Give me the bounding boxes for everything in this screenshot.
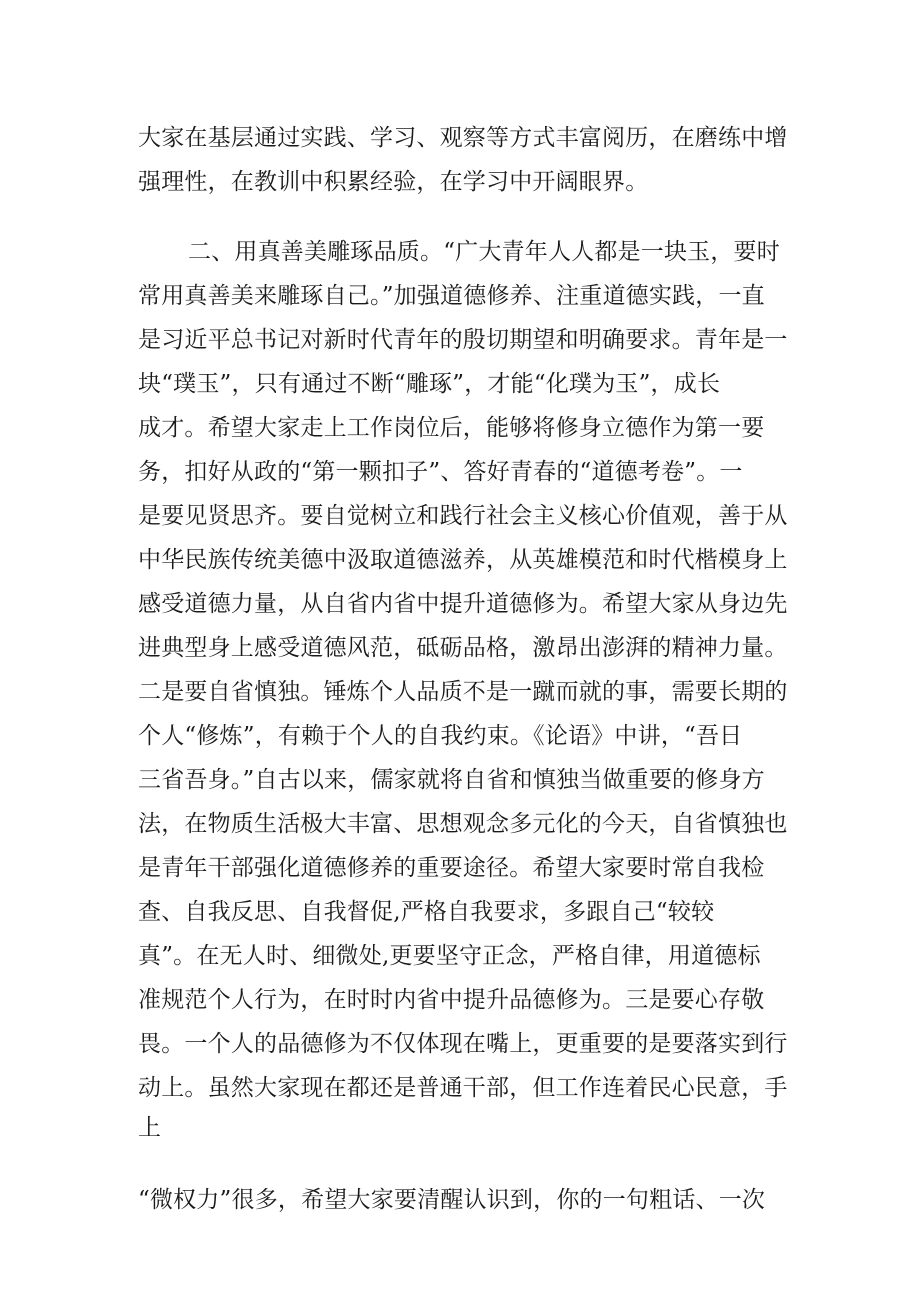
text-line-12: 进典型身上感受道德风范，砥砺品格，激昂出澎湃的精神力量。 xyxy=(138,635,788,661)
text-line-20: 准规范个人行为，在时时内省中提升品德修为。三是要心存敬 xyxy=(138,987,765,1013)
text-line-1: 大家在基层通过实践、学习、观察等方式丰富阅历，在磨练中增 xyxy=(138,125,788,151)
text-line-8: 务，扣好从政的“第一颗扣子”、答好青春的“道德考卷”。一 xyxy=(138,459,743,485)
text-line-17: 是青年干部强化道德修养的重要途径。希望大家要时常自我检 xyxy=(138,855,765,881)
text-line-7: 成才。希望大家走上工作岗位后，能够将修身立德作为第一要 xyxy=(138,415,765,441)
text-line-16: 法，在物质生活极大丰富、思想观念多元化的今天，自省慎独也 xyxy=(138,811,788,837)
text-line-21: 畏。一个人的品德修为不仅体现在嘴上，更重要的是要落实到行 xyxy=(138,1031,788,1057)
text-line-4: 常用真善美来雕琢自己。”加强道德修养、注重道德实践，一直 xyxy=(138,283,765,309)
text-line-5: 是习近平总书记对新时代青年的殷切期望和明确要求。青年是一 xyxy=(138,327,788,353)
text-line-10: 中华民族传统美德中汲取道德滋养，从英雄模范和时代楷模身上 xyxy=(138,547,788,573)
text-line-13: 二是要自省慎独。锤炼个人品质不是一蹴而就的事，需要长期的 xyxy=(138,679,788,705)
text-line-18: 查、自我反思、自我督促,严格自我要求，多跟自己“较较 xyxy=(138,899,715,925)
text-line-19: 真”。在无人时、细微处,更要坚守正念，严格自律，用道德标 xyxy=(138,943,761,969)
text-line-9: 是要见贤思齐。要自觉树立和践行社会主义核心价值观，善于从 xyxy=(138,503,788,529)
text-line-11: 感受道德力量，从自省内省中提升道德修为。希望大家从身边先 xyxy=(138,591,788,617)
text-line-22: 动上。虽然大家现在都还是普通干部，但工作连着民心民意，手 xyxy=(138,1075,788,1101)
paragraph-heading-line: 二、用真善美雕琢品质。“广大青年人人都是一块玉，要时 xyxy=(188,239,780,265)
text-line-2: 强理性，在教训中积累经验，在学习中开阔眼界。 xyxy=(138,169,649,195)
text-line-14: 个人“修炼”，有赖于个人的自我约束。《论语》中讲，“吾日 xyxy=(138,723,743,749)
text-line-23: 上 xyxy=(138,1115,162,1141)
text-line-15: 三省吾身。”自古以来，儒家就将自省和慎独当做重要的修身方 xyxy=(138,767,765,793)
text-line-24: “微权力”很多，希望大家要清醒认识到，你的一句粗话、一次 xyxy=(138,1187,766,1213)
text-line-6: 块“璞玉”，只有通过不断“雕琢”，才能“化璞为玉”，成长 xyxy=(138,371,721,397)
